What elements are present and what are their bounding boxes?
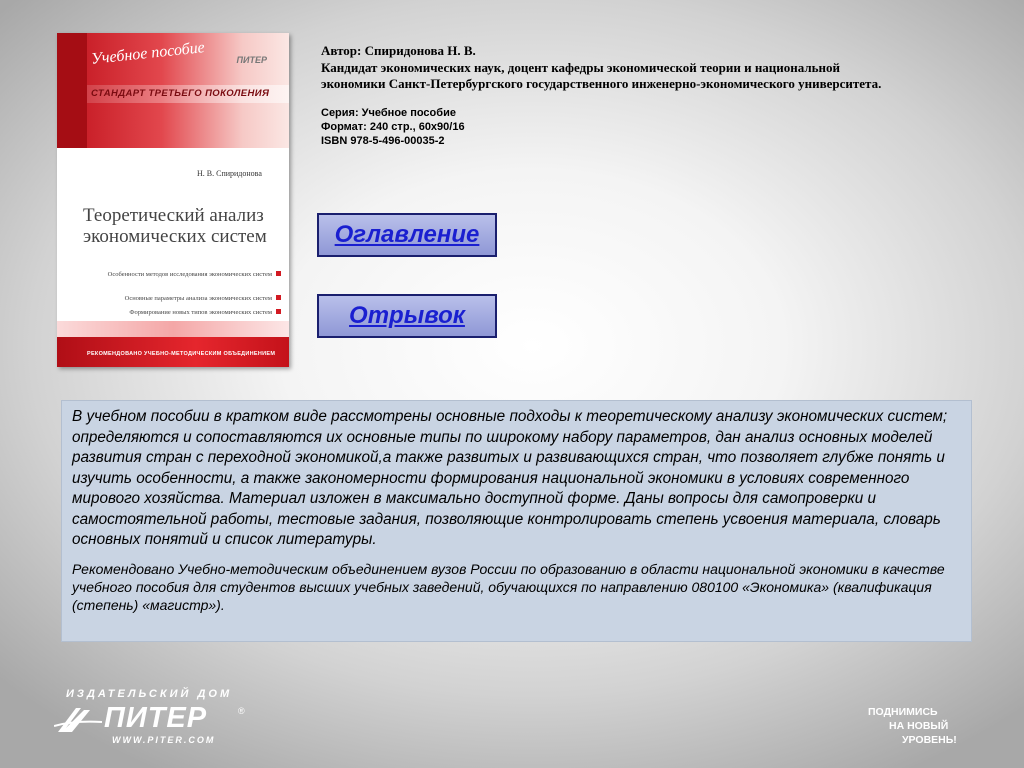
book-cover-image	[57, 33, 289, 367]
slogan	[868, 705, 972, 747]
credentials-line: экономики Санкт-Петербургского государственного инженерно-экономического университета.	[321, 76, 882, 91]
cover-bottom-band	[57, 337, 289, 367]
cover-publisher-logo: ПИТЕР	[236, 55, 267, 65]
isbn-line: ISBN 978-5-496-00035-2	[321, 134, 445, 147]
cover-author: Н. В. Спиридонова	[197, 169, 262, 178]
format-line: Формат: 240 стр., 60x90/16	[321, 120, 465, 133]
brand-name: ПИТЕР	[104, 702, 208, 734]
slogan-line: НА НОВЫЙ	[889, 720, 949, 732]
author-block	[321, 43, 1001, 93]
description-paragraph: В учебном пособии в кратком виде рассмотрены основные подходы к теоретическому анализу экономических систем; определяются и сопоставляются их основные типы по широкому набору параметров, дан анализ основных моделей развития стран с переходной экономикой,а также развитых и развивающихся стран, что позволяет глубже понять и изучить особенности, а также закономерности формирования национальной экономики в условиях современного мирового хозяйства. Материал изложен в максимально доступной форме. Даны вопросы для самопроверки и самостоятельной работы, тестовые задания, позволяющие контролировать степень усвоения материала, словарь основных понятий и список литературы.	[72, 408, 948, 548]
cover-feature: Особенности методов исследования экономических систем	[108, 271, 281, 279]
slogan-line: ПОДНИМИСЬ	[868, 706, 938, 718]
description-box	[61, 400, 972, 642]
red-square-icon	[276, 309, 281, 314]
cover-feature: Основные параметры анализа экономических систем	[125, 295, 281, 303]
red-square-icon	[276, 271, 281, 276]
credentials-line: Кандидат экономических наук, доцент кафедры экономической теории и национальной	[321, 59, 841, 75]
publisher-logo[interactable]	[54, 688, 254, 748]
cover-bottom-light	[57, 321, 289, 337]
registered-mark: ®	[238, 706, 245, 716]
cover-series-logo: Учебное пособие	[90, 39, 206, 68]
publishing-house-label: ИЗДАТЕЛЬСКИЙ ДОМ	[66, 688, 233, 700]
recommendation-paragraph: Рекомендовано Учебно-методическим объединением вузов России по образованию в области национальной экономики в качестве учебного пособия для студентов высших учебных заведений, обучающихся по направлению 080100 «Экономика» (квалификация (степень) «магистр»).	[72, 560, 945, 613]
author-line: Автор: Спиридонова Н. В.	[321, 43, 476, 58]
cover-stripe	[57, 33, 87, 148]
excerpt-button[interactable]: Отрывок	[317, 294, 497, 338]
book-info	[321, 43, 1001, 148]
cover-bottom-label: РЕКОМЕНДОВАНО УЧЕБНО-МЕТОДИЧЕСКИМ ОБЪЕДИНЕНИЕМ	[87, 351, 276, 357]
series-line: Серия: Учебное пособие	[321, 106, 456, 119]
cover-title: Теоретический анализ экономических систем	[83, 205, 267, 247]
cover-standard-label: СТАНДАРТ ТРЕТЬЕГО ПОКОЛЕНИЯ	[87, 85, 289, 103]
book-meta	[321, 106, 1001, 148]
cover-feature: Формирование новых типов экономических систем	[129, 309, 281, 317]
table-of-contents-button[interactable]: Оглавление	[317, 213, 497, 257]
piter-swoosh-icon	[54, 704, 104, 734]
slogan-line: УРОВЕНЬ!	[902, 734, 957, 746]
red-square-icon	[276, 295, 281, 300]
publisher-url: WWW.PITER.COM	[112, 735, 216, 745]
